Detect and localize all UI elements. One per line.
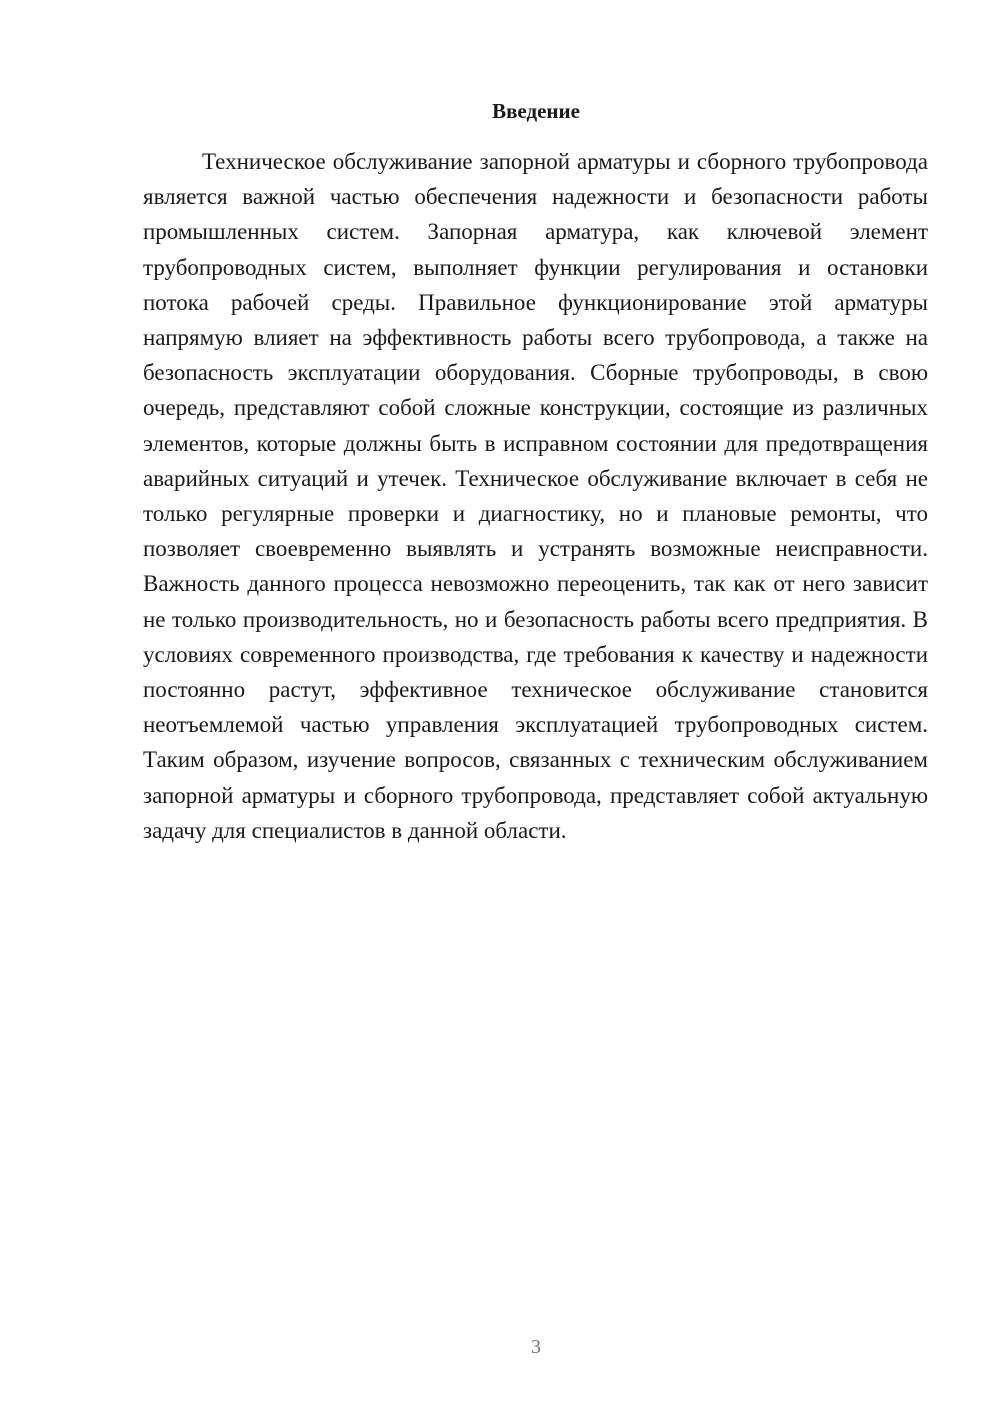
- section-title: Введение: [492, 99, 580, 123]
- page-number: 3: [531, 1336, 541, 1358]
- body-paragraph: Техническое обслуживание запорной арматуры и сборного трубопровода является важной частью обеспечения надежности и безопасности работы промышленных систем. Запорная арматура, как ключевой элемент трубопроводных систем, выполняет функции регулирования и остановки потока рабочей среды. Правильное функционирование этой арматуры напрямую влияет на эффективность работы всего трубопровода, а также на безопасность эксплуатации оборудования. Сборные трубопроводы, в свою очередь, представляют собой сложные конструкции, состоящие из различных элементов, которые должны быть в исправном состоянии для предотвращения аварийных ситуаций и утечек. Техническое обслуживание включает в себя не только регулярные проверки и диагностику, но и плановые ремонты, что позволяет своевременно выявлять и устранять возможные неисправности. Важность данного процесса невозможно переоценить, так как от него зависит не только производительность, но и безопасность работы всего предприятия. В условиях современного производства, где требования к качеству и надежности постоянно растут, эффективное техническое обслуживание становится неотъемлемой частью управления эксплуатацией трубопроводных систем. Таким образом, изучение вопросов, связанных с техническим обслуживанием запорной арматуры и сборного трубопровода, представляет собой актуальную задачу для специалистов в данной области.: [143, 149, 928, 843]
